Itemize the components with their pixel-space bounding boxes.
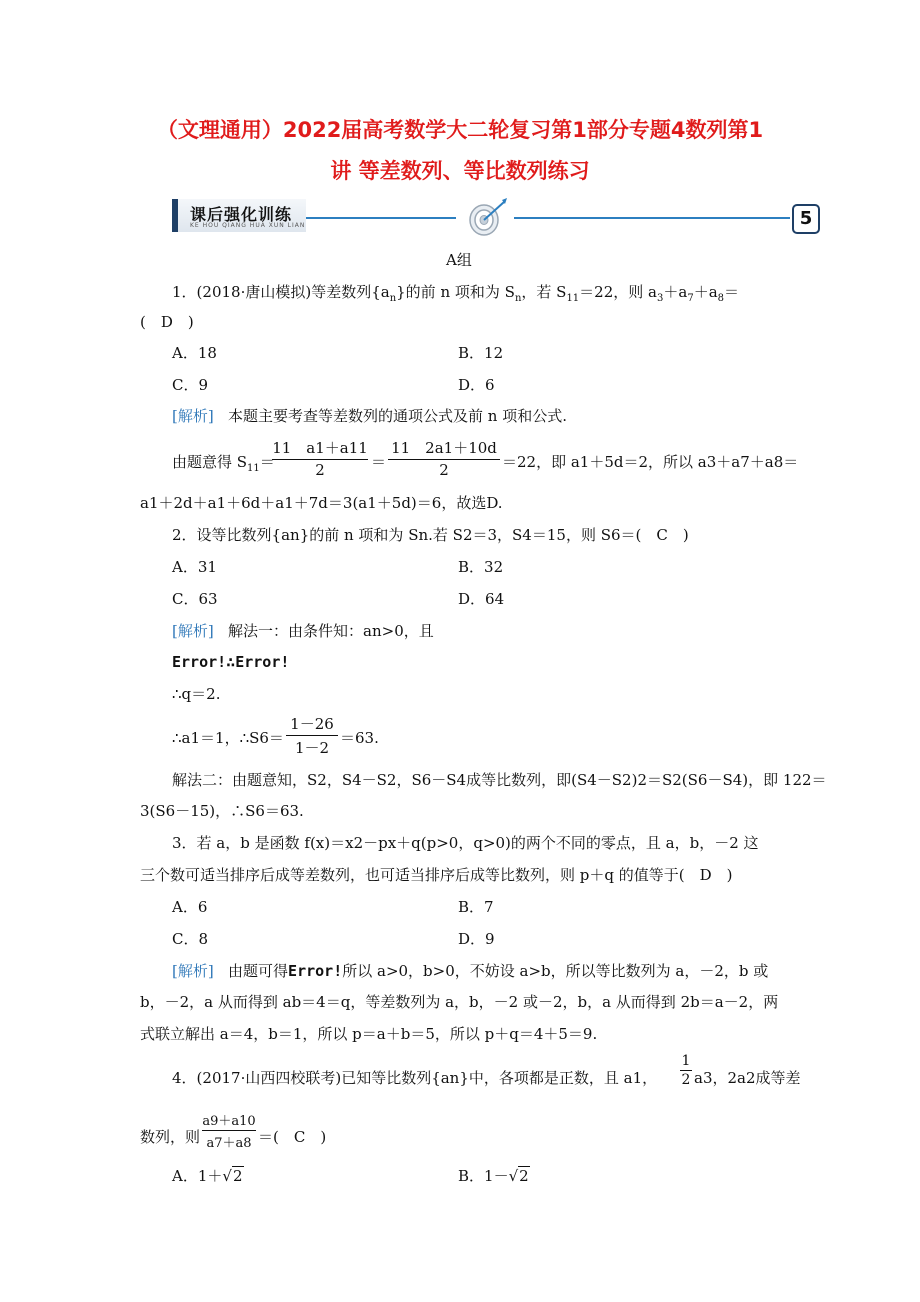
q2-option-b: B．32 — [458, 558, 504, 576]
q1-calc-line-2: a1＋2d＋a1＋6d＋a1＋7d＝3(a1＋5d)＝6，故选D. — [140, 494, 503, 512]
analysis-tag: [解析] — [172, 962, 214, 980]
q2-stem: 2．设等比数列{an}的前 n 项和为 Sn.若 S2＝3，S4＝15，则 S6＝( C ) — [172, 526, 689, 544]
q1-answer: ( D ) — [140, 313, 194, 331]
q2-q-line: ∴q＝2. — [172, 685, 221, 703]
q3-option-d: D．9 — [458, 930, 495, 948]
q3-option-c: C．8 — [172, 930, 209, 948]
q3-option-b: B．7 — [458, 898, 494, 916]
q1-equals: ＝ — [371, 453, 387, 471]
q1-calc-tail: ＝22，即 a1＋5d＝2，所以 a3＋a7＋a8＝ — [502, 453, 799, 471]
q2-method2-line-2: 3(S6－15)，∴S6＝63. — [140, 802, 304, 820]
q2-a1-tail: ＝63. — [340, 729, 379, 747]
q4-line2-pre: 数列，则 — [140, 1128, 201, 1146]
section-banner — [172, 196, 822, 240]
q4-ratio-fraction: a9＋a10 a7＋a8 — [202, 1114, 256, 1151]
q2-error-line: Error!∴Error! — [172, 653, 290, 671]
q2-option-d: D．64 — [458, 590, 505, 608]
q2-option-c: C．63 — [172, 590, 218, 608]
document-title-line-1: （文理通用）2022届高考数学大二轮复习第1部分专题4数列第1 — [156, 118, 764, 142]
q1-option-b: B．12 — [458, 344, 504, 362]
banner-label-box — [172, 199, 306, 232]
q1-stem: 1．(2018·唐山模拟)等差数列$\{a_n\}$的前 n 项和为 $S_n$，若 $S_{11}=22$，则 $a_3+a_7+a_8=$ — [172, 283, 740, 304]
q2-option-a: A．31 — [172, 558, 217, 576]
analysis-tag: [解析] — [172, 407, 214, 425]
q2-a1-prefix: ∴a1＝1，∴S6＝ — [172, 729, 284, 747]
q2-method2-line-1: 解法二：由题意知，S2，S4－S2，S6－S4成等比数列，即(S4－S2)2＝S2(S6－S4)，即 122＝ — [172, 771, 827, 789]
banner-main-text: 课后强化训练 — [190, 205, 293, 224]
q1-analysis: [解析] 本题主要考查等差数列的通项公式及前 n 项和公式. — [172, 407, 567, 425]
q2-analysis: [解析] 解法一：由条件知：an>0，且 — [172, 622, 434, 640]
q1-option-c: C．9 — [172, 376, 209, 394]
q3-stem-line-2: 三个数可适当排序后成等差数列，也可适当排序后成等比数列，则 p＋q 的值等于( D ) — [140, 866, 733, 884]
q1-option-d: D．6 — [458, 376, 495, 394]
target-icon — [464, 196, 508, 240]
q1-fraction-1: 11 a1＋a11 2 — [272, 439, 368, 479]
q4-option-b: B．1－√2 — [458, 1167, 529, 1185]
q2-fraction: 1－26 1－2 — [286, 713, 338, 758]
banner-line-left — [306, 217, 456, 219]
q4-stem-pre: 4．(2017·山西四校联考)已知等比数列{an}中，各项都是正数，且 a1， — [172, 1069, 658, 1087]
document-title-line-2: 讲 等差数列、等比数列练习 — [330, 159, 590, 183]
banner-number-badge: 5 — [792, 204, 820, 234]
q4-line2-post: ＝( C ) — [258, 1128, 327, 1146]
q3-option-a: A．6 — [172, 898, 208, 916]
q3-analysis-line-2: b，－2，a 从而得到 ab＝4＝q，等差数列为 a，b，－2 或－2，b，a 从而得到 2b＝a－2，两 — [140, 993, 779, 1011]
banner-sub-text: KE HOU QIANG HUA XUN LIAN — [190, 222, 306, 229]
q4-option-a: A．1＋√2 — [172, 1167, 243, 1185]
q1-calc-prefix: 由题意得 $S_{11}=$ — [172, 453, 275, 474]
q3-analysis-line-3: 式联立解出 a＝4，b＝1，所以 p＝a＋b＝5，所以 p＋q＝4＋5＝9. — [140, 1025, 598, 1043]
q3-stem-line-1: 3．若 a，b 是函数 f(x)＝x2－px＋q(p>0，q>0)的两个不同的零点，且 a，b，－2 这 — [172, 834, 759, 852]
analysis-tag: [解析] — [172, 622, 214, 640]
group-label: A组 — [446, 251, 472, 269]
q4-stem-post: a3，2a2成等差 — [694, 1069, 801, 1087]
q4-half-fraction: 1 2 — [681, 1053, 691, 1088]
banner-line-right — [514, 217, 790, 219]
q1-fraction-2: 11 2a1＋10d 2 — [388, 437, 500, 479]
q3-analysis-line-1: [解析] 由题可得Error!所以 a>0，b>0，不妨设 a>b，所以等比数列为 a，－2，b 或 — [172, 962, 769, 980]
q1-option-a: A．18 — [172, 344, 217, 362]
